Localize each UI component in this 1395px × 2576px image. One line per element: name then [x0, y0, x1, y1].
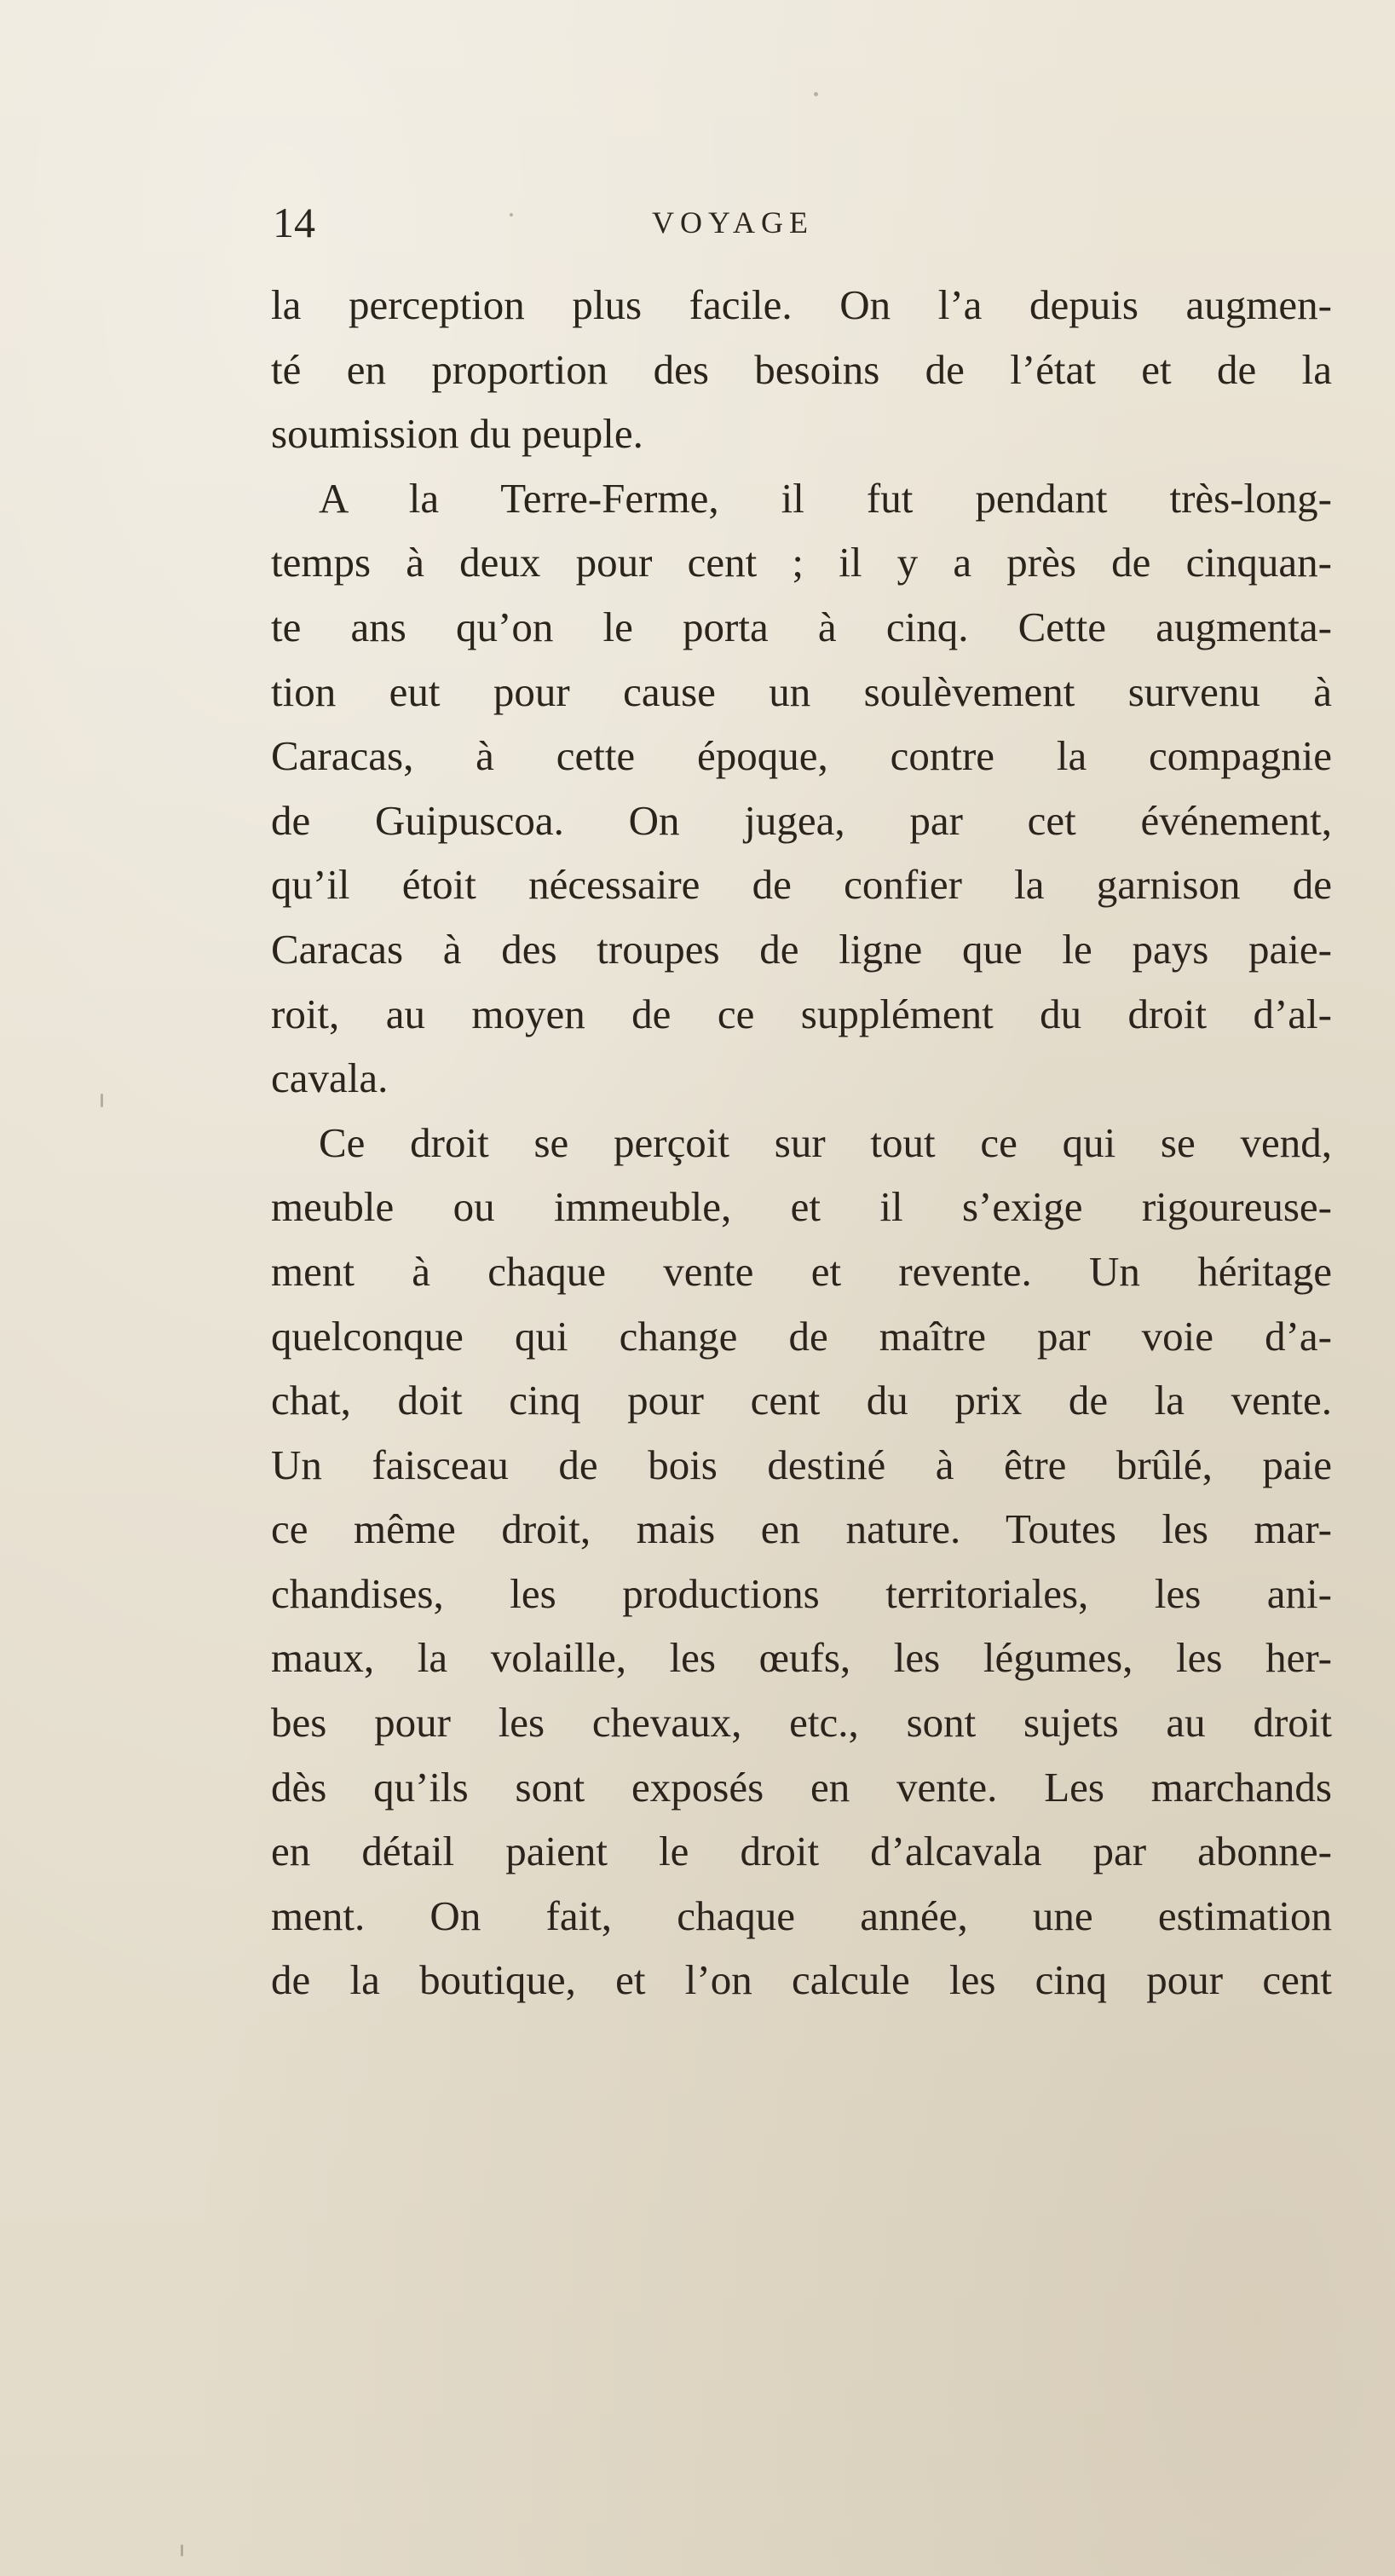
text-line: cavala.	[271, 1054, 389, 1102]
text-line: qu’il étoit nécessaire de confier la garnison de	[271, 861, 1332, 909]
text-line: quelconque qui change de maître par voie d’a-	[271, 1312, 1332, 1360]
text-line: de la boutique, et l’on calcule les cinq pour cent	[271, 1956, 1332, 2004]
text-line: tion eut pour cause un soulèvement survenu à	[271, 667, 1332, 715]
text-line: chat, doit cinq pour cent du prix de la vente.	[271, 1377, 1332, 1424]
running-head: VOYAGE	[652, 205, 814, 240]
text-line: ce même droit, mais en nature. Toutes les mar-	[271, 1505, 1332, 1553]
ink-speck	[181, 2544, 183, 2556]
text-line: roit, au moyen de ce supplément du droit d’al-	[271, 990, 1332, 1037]
text-line: Caracas à des troupes de ligne que le pays paie-	[271, 925, 1332, 973]
text-line: en détail paient le droit d’alcavala par abonne-	[271, 1828, 1332, 1875]
text-line: ment à chaque vente et revente. Un héritage	[271, 1247, 1332, 1295]
text-line: té en proportion des besoins de l’état et de la	[271, 345, 1332, 393]
text-line: temps à deux pour cent ; il y a près de cinquan-	[271, 539, 1332, 586]
text-line: bes pour les chevaux, etc., sont sujets au droit	[271, 1699, 1332, 1747]
text-line: dès qu’ils sont exposés en vente. Les marchands	[271, 1763, 1332, 1811]
text-line: maux, la volaille, les œufs, les légumes, les her-	[271, 1634, 1332, 1682]
text-line: A la Terre-Ferme, il fut pendant très-long-	[319, 474, 1332, 522]
text-line: ment. On fait, chaque année, une estimation	[271, 1892, 1332, 1939]
page-number: 14	[273, 199, 315, 246]
body-text	[271, 273, 1332, 2013]
text-line: de Guipuscoa. On jugea, par cet événement,	[271, 796, 1332, 844]
ink-speck	[814, 92, 818, 96]
text-line: Ce droit se perçoit sur tout ce qui se vend,	[319, 1118, 1332, 1166]
ink-speck	[101, 1094, 103, 1107]
text-line: Un faisceau de bois destiné à être brûlé, paie	[271, 1441, 1332, 1488]
text-line: Caracas, à cette époque, contre la compagnie	[271, 732, 1332, 780]
page-header	[273, 198, 937, 257]
text-line: soumission du peuple.	[271, 410, 643, 458]
text-line: chandises, les productions territoriales, les ani-	[271, 1569, 1332, 1617]
text-line: la perception plus facile. On l’a depuis augmen-	[271, 281, 1332, 328]
text-line: meuble ou immeuble, et il s’exige rigoureuse-	[271, 1183, 1332, 1231]
text-line: te ans qu’on le porta à cinq. Cette augmenta-	[271, 603, 1332, 650]
